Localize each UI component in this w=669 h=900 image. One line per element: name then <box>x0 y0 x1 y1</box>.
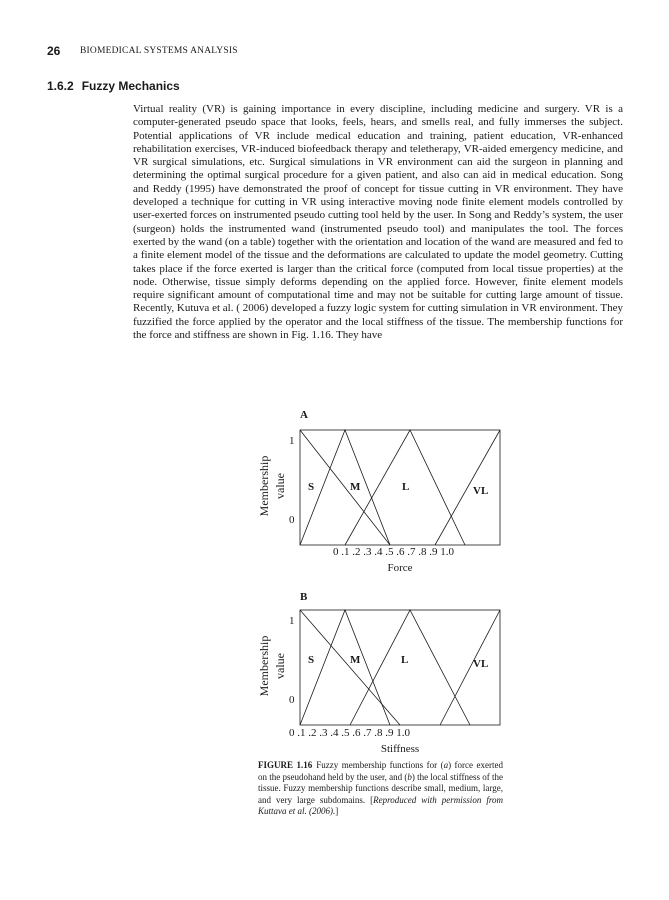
panel-b-set-l: L <box>401 654 409 666</box>
panel-b-membership-lines <box>300 610 500 725</box>
panel-a-label: A <box>300 409 308 421</box>
page-number: 26 <box>47 44 61 58</box>
caption-credit: Reproduced with permission from Kuttava et al. (2006). <box>258 794 503 816</box>
panel-b-ytick-0: 0 <box>289 694 295 706</box>
panel-a-set-l: L <box>402 481 410 493</box>
panel-a-set-vl: VL <box>473 485 489 497</box>
panel-b-set-m: M <box>350 654 361 666</box>
panel-b-l-curve <box>350 610 470 725</box>
caption-text-3: ) the local stiffness of the tissue. Fuzzy membership functions describe small, medium, large, and very large subdomains. [ <box>258 771 503 805</box>
panel-a-ylabel: Membership <box>257 455 271 517</box>
section-title: Fuzzy Mechanics <box>81 79 180 93</box>
caption-text-1: Fuzzy membership functions for ( <box>316 760 444 770</box>
panel-b-ylabel: Membership <box>257 635 271 697</box>
panel-b-xticks: 0 .1 .2 .3 .4 .5 .6 .7 .8 .9 1.0 <box>289 727 410 739</box>
figure-caption <box>258 760 503 818</box>
caption-a: a <box>443 760 449 770</box>
panel-b-label: B <box>300 591 308 603</box>
panel-b-m-curve <box>300 610 390 725</box>
panel-a <box>257 409 500 574</box>
panel-a-xticks: 0 .1 .2 .3 .4 .5 .6 .7 .8 .9 1.0 <box>333 546 454 558</box>
panel-b-vl-curve <box>440 610 500 725</box>
panel-b <box>257 591 500 755</box>
panel-a-ytick-0: 0 <box>289 514 295 526</box>
panel-a-ylabel-2: value <box>273 473 287 499</box>
caption-text-4: ] <box>335 806 339 816</box>
panel-a-membership-lines <box>300 430 500 545</box>
caption-text-2: ) force exerted on the pseudohand held by the user, and ( <box>258 760 503 782</box>
caption-b: b <box>407 771 412 782</box>
panel-b-ylabel-2: value <box>273 653 287 679</box>
panel-b-xlabel: Stiffness <box>380 743 420 755</box>
panel-b-ytick-1: 1 <box>289 615 295 627</box>
panel-b-s-curve <box>300 610 400 725</box>
panel-a-vl-curve <box>435 430 500 545</box>
running-head: BIOMEDICAL SYSTEMS ANALYSIS <box>80 46 238 56</box>
panel-a-set-m: M <box>350 481 361 493</box>
panel-a-ytick-1: 1 <box>289 435 295 447</box>
body-paragraph: Virtual reality (VR) is gaining importance in every discipline, including medicine and surgery. VR is a computer-generated pseudo space that looks, feels, hears, and smells real, and fully immerses the subject. Potential applications of VR include medical education and training, patient education, VR-enhanced rehabilitation exercises, VR-induced biofeedback therapy and teletherapy, VR-aided emergency medicine, and VR surgical simulations, etc. Surgical simulations in VR environment can aid the surgeon in planning and determining the optimal surgical procedure for a given patient, and also can aid in medical education. Song and Reddy (1995) have demonstrated the proof of concept for tissue cutting in VR environment. They have developed a technique for cutting in VR using interactive moving node finite element models controlled by user-exerted forces on instrumented pseudo cutting tool held by the user. In Song and Reddy’s system, the user (surgeon) holds the instrumented wand (instrumented pseudo tool) and manipulates the tool. The forces exerted by the wand (on a table) together with the orientation and location of the wand are measured and fed to a finite element model of the tissue and the deformations are calculated to update the model geometry. Cutting takes place if the force exerted is larger than the critical force (computed from local tissue properties) at the node. Otherwise, tissue simply deforms depending on the applied force. However, finite element models require significant amount of computational time and may not be suitable for cutting large amount of tissue. Recently, Kutuva et al. ( 2006) developed a fuzzy logic system for cutting simulation in VR environment. They fuzzified the force applied by the operator and the local stiffness of the tissue. The membership functions for the force and stiffness are shown in Fig. 1.16. They have <box>133 103 623 342</box>
panel-a-xlabel: Force <box>387 562 413 574</box>
section-number: 1.6.2 <box>47 79 74 93</box>
panel-b-set-vl: VL <box>473 658 489 670</box>
panel-a-set-s: S <box>308 481 315 493</box>
figure-caption-label: FIGURE 1.16 <box>258 760 313 770</box>
panel-b-set-s: S <box>308 654 315 666</box>
